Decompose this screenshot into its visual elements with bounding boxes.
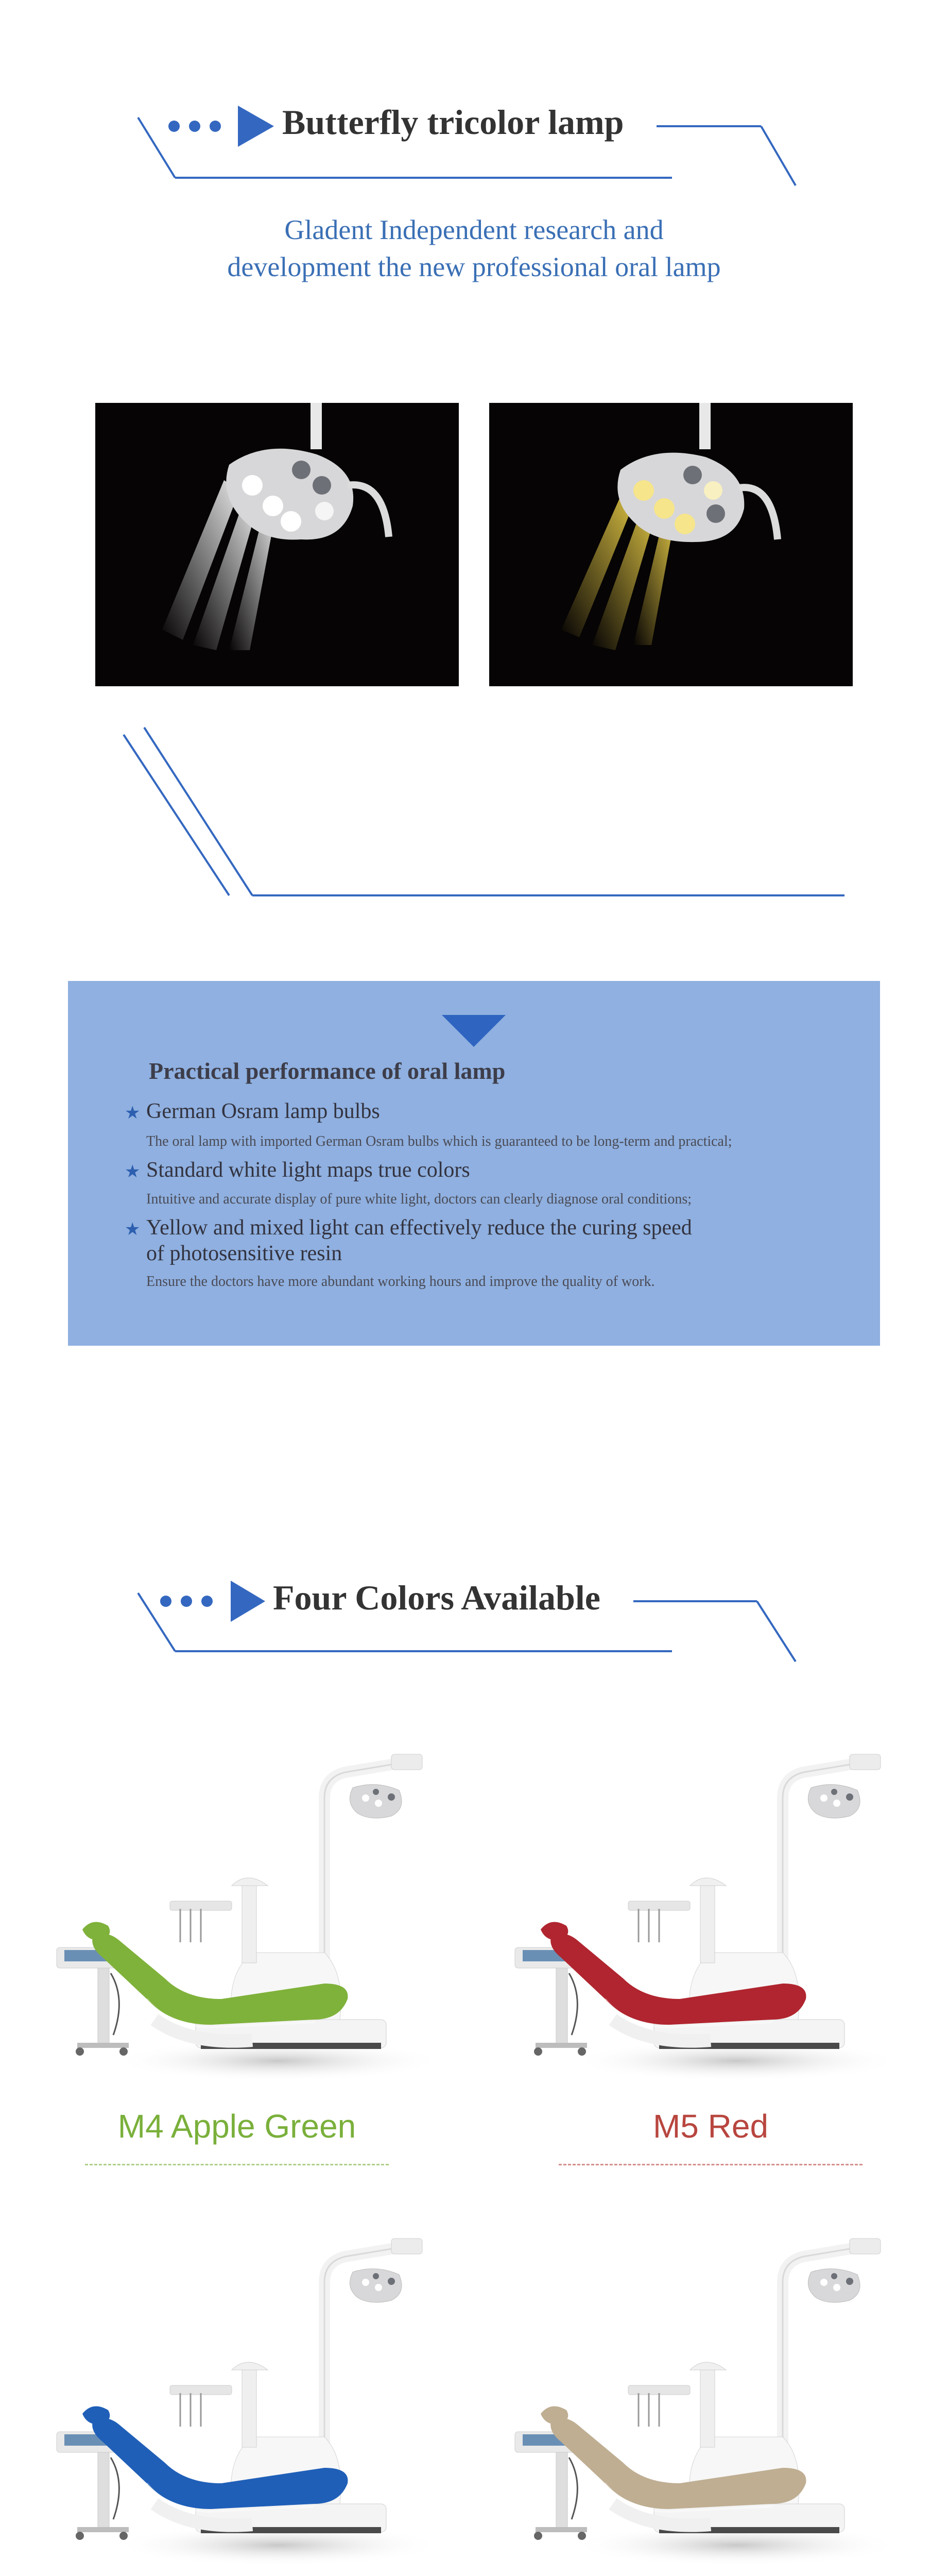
white-light-lamp-photo <box>95 403 459 686</box>
dot-icon <box>181 1596 192 1607</box>
dot-icon <box>160 1596 171 1607</box>
section-title: Four Colors Available <box>273 1578 600 1617</box>
feature-heading-cont: of photosensitive resin <box>146 1242 342 1265</box>
star-icon: ★ <box>125 1104 141 1123</box>
subtitle-line-1: Gladent Independent research and <box>284 214 664 245</box>
feature-description: Intuitive and accurate display of pure white light, doctors can clearly diagnose oral conditions; <box>146 1191 692 1207</box>
section-title: Butterfly tricolor lamp <box>282 103 624 142</box>
dot-icon <box>168 121 180 132</box>
performance-title: Practical performance of oral lamp <box>149 1058 506 1084</box>
decorative-lines <box>0 721 948 907</box>
dot-icon <box>201 1596 213 1607</box>
dashed-divider <box>559 2164 863 2165</box>
color-variant-label: M5 Red <box>652 2108 769 2145</box>
feature-heading: Yellow and mixed light can effectively reduce the curing speed <box>146 1216 692 1240</box>
subtitle-line-2: development the new professional oral lamp <box>227 251 721 282</box>
dental-chair-image <box>494 2215 896 2576</box>
dental-chair-image <box>36 1731 438 2092</box>
play-triangle-icon <box>231 1581 265 1622</box>
dot-icon <box>210 121 221 132</box>
performance-info-box <box>68 981 880 1346</box>
dental-chair-image <box>36 2215 438 2576</box>
star-icon: ★ <box>125 1220 141 1239</box>
feature-heading: Standard white light maps true colors <box>146 1158 470 1182</box>
dot-icon <box>189 121 200 132</box>
dashed-divider <box>85 2164 389 2165</box>
star-icon: ★ <box>125 1162 141 1181</box>
play-triangle-icon <box>238 106 274 147</box>
feature-description: Ensure the doctors have more abundant working hours and improve the quality of work. <box>146 1274 655 1290</box>
dental-chair-image <box>494 1731 896 2092</box>
feature-description: The oral lamp with imported German Osram bulbs which is guaranteed to be long-term and practical; <box>146 1133 732 1149</box>
color-variant-label: M4 Apple Green <box>117 2108 356 2145</box>
triangle-down-icon <box>442 1015 506 1047</box>
feature-heading: German Osram lamp bulbs <box>146 1099 380 1123</box>
yellow-light-lamp-photo <box>489 403 853 686</box>
